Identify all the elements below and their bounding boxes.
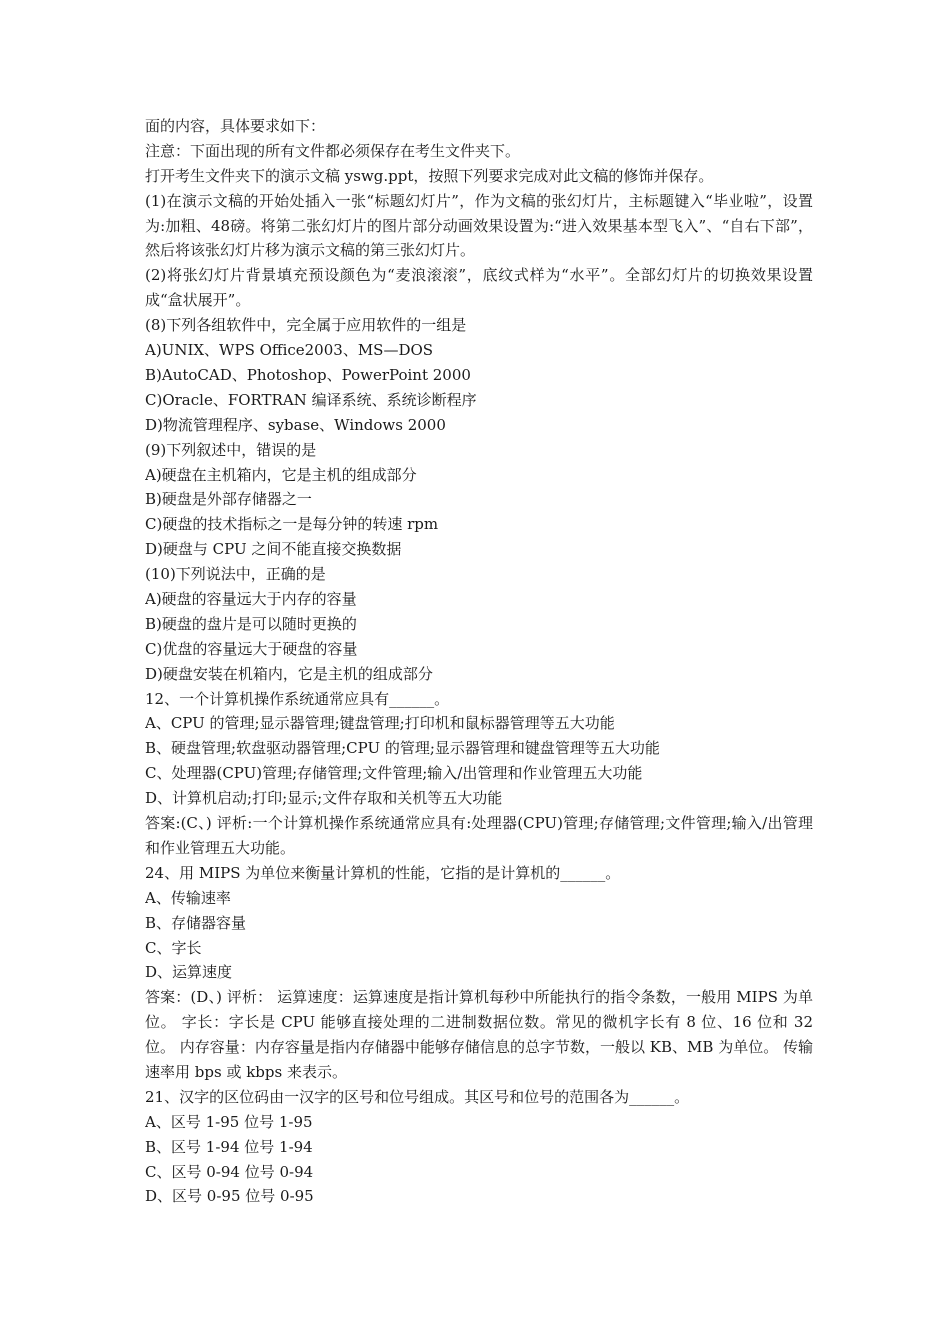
question-10-option-b: B)硬盘的盘片是可以随时更换的: [145, 614, 357, 633]
question-10-option-d: D)硬盘安装在机箱内，它是主机的组成部分: [145, 664, 433, 683]
question-24-answer: 答案：(D、) 评析： 运算速度：运算速度是指计算机每秒中所能执行的指令条数，一般用 MIPS 为单位。 字长：字长是 CPU 能够直接处理的二进制数据位数。常见的微机字长有 8 位、16 位和 32 位。 内存容量：内存容量是指内存储器中能够存储信息的总字节数，一般以 KB、MB 为单位。 传输速率用 bps 或 kbps 来表示。: [145, 988, 813, 1081]
question-8: (8)下列各组软件中，完全属于应用软件的一组是: [145, 316, 467, 335]
question-21-option-d: D、区号 0-95 位号 0-95: [145, 1187, 314, 1206]
question-21: 21、汉字的区位码由一汉字的区号和位号组成。其区号和位号的范围各为______。: [145, 1087, 690, 1106]
intro-line: 面的内容，具体要求如下：: [145, 117, 326, 135]
note-line: 注意：下面出现的所有文件都必须保存在考生文件夹下。: [145, 141, 521, 160]
question-9-option-c: C)硬盘的技术指标之一是每分钟的转速 rpm: [145, 515, 439, 534]
question-8-option-d: D)物流管理程序、sybase、Windows 2000: [145, 415, 446, 434]
question-12-option-b: B、硬盘管理;软盘驱动器管理;CPU 的管理;显示器管理和键盘管理等五大功能: [145, 739, 660, 758]
question-10-option-c: C)优盘的容量远大于硬盘的容量: [145, 639, 358, 658]
step-1-instruction: (1)在演示文稿的开始处插入一张“标题幻灯片”，作为文稿的张幻灯片，主标题键入“毕业啦”，设置为:加粗、48磅。将第二张幻灯片的图片部分动画效果设置为:“进入效果基本型飞入”、“自右下部”，然后将该张幻灯片移为演示文稿的第三张幻灯片。: [145, 191, 813, 260]
step-2-instruction: (2)将张幻灯片背景填充预设颜色为“麦浪滚滚”，底纹式样为“水平”。全部幻灯片的切换效果设置成“盒状展开”。: [145, 266, 813, 310]
question-21-option-c: C、区号 0-94 位号 0-94: [145, 1162, 314, 1181]
question-12-option-a: A、CPU 的管理;显示器管理;键盘管理;打印机和鼠标器管理等五大功能: [145, 714, 615, 733]
document-body: [145, 114, 813, 1209]
open-file-instruction: 打开考生文件夹下的演示文稿 yswg.ppt，按照下列要求完成对此文稿的修饰并保存。: [145, 166, 714, 185]
question-24: 24、用 MIPS 为单位来衡量计算机的性能，它指的是计算机的______。: [145, 863, 621, 882]
question-21-option-b: B、区号 1-94 位号 1-94: [145, 1137, 313, 1156]
question-12-answer: 答案:(C、) 评析:一个计算机操作系统通常应具有:处理器(CPU)管理;存储管理;文件管理;输入/出管理和作业管理五大功能。: [145, 814, 813, 857]
question-24-option-a: A、传输速率: [145, 888, 231, 907]
question-9-option-b: B)硬盘是外部存储器之一: [145, 490, 312, 509]
question-10: (10)下列说法中，正确的是: [145, 565, 326, 584]
question-9-option-d: D)硬盘与 CPU 之间不能直接交换数据: [145, 540, 402, 559]
question-24-option-c: C、字长: [145, 938, 202, 957]
question-12: 12、一个计算机操作系统通常应具有______。: [145, 689, 450, 708]
question-8-option-b: B)AutoCAD、Photoshop、PowerPoint 2000: [145, 365, 471, 384]
question-9: (9)下列叙述中，错误的是: [145, 440, 317, 459]
question-10-option-a: A)硬盘的容量远大于内存的容量: [145, 590, 357, 608]
question-12-option-d: D、计算机启动;打印;显示;文件存取和关机等五大功能: [145, 789, 503, 808]
question-12-option-c: C、处理器(CPU)管理;存储管理;文件管理;输入/出管理和作业管理五大功能: [145, 764, 643, 783]
question-24-option-b: B、存储器容量: [145, 913, 247, 932]
question-8-option-a: A)UNIX、WPS Office2003、MS—DOS: [145, 341, 434, 360]
question-24-option-d: D、运算速度: [145, 963, 233, 982]
question-8-option-c: C)Oracle、FORTRAN 编译系统、系统诊断程序: [145, 390, 477, 409]
question-21-option-a: A、区号 1-95 位号 1-95: [145, 1112, 313, 1131]
question-9-option-a: A)硬盘在主机箱内，它是主机的组成部分: [145, 465, 417, 484]
